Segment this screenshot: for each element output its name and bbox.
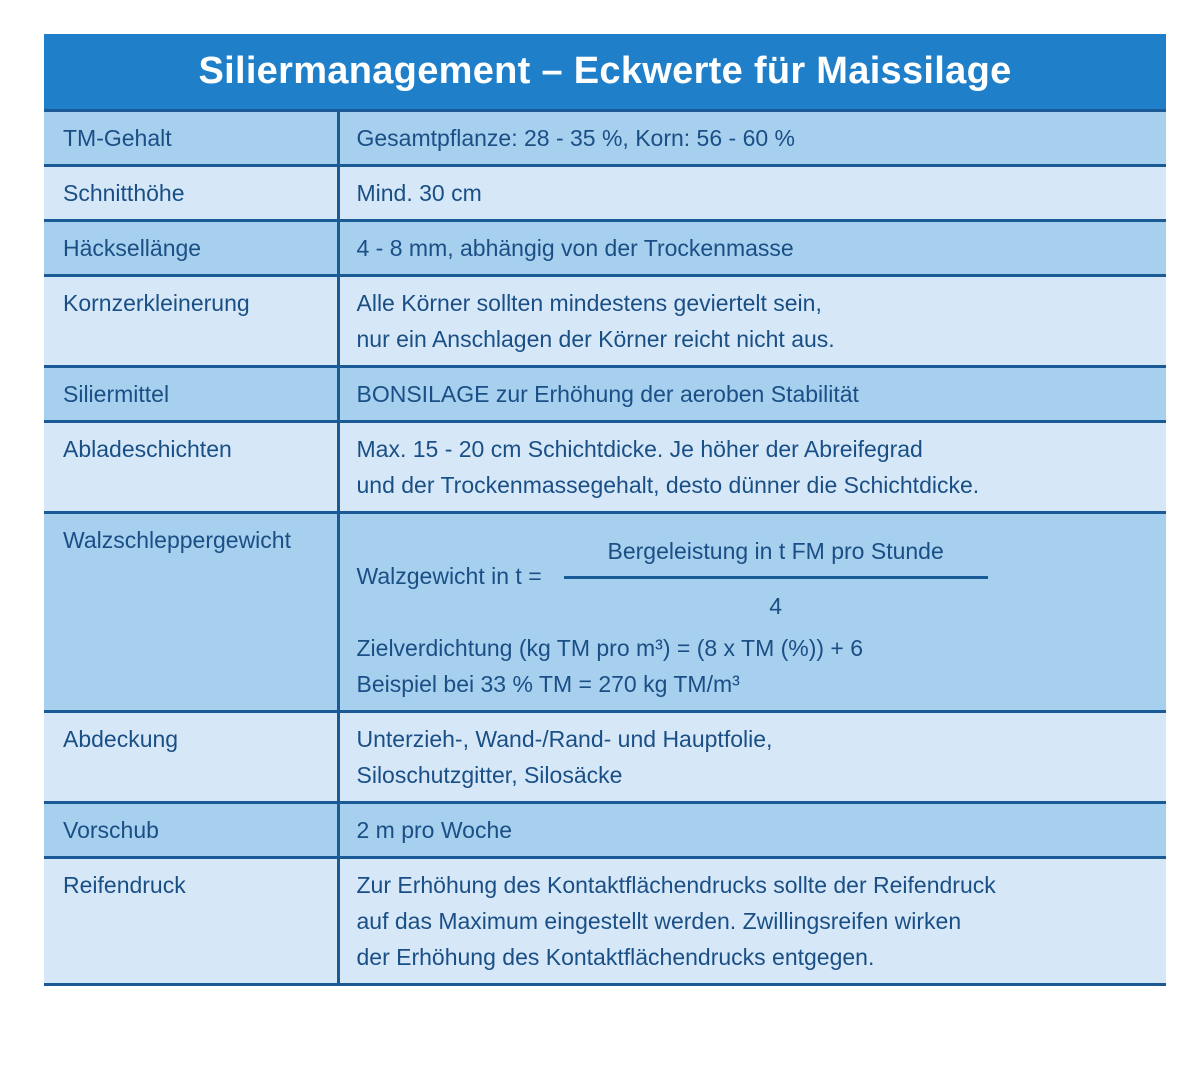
row-label: Abdeckung (44, 712, 338, 803)
table-row (44, 111, 1166, 166)
formula-denominator: 4 (769, 592, 783, 619)
value-line: Siloschutzgitter, Silosäcke (356, 762, 623, 788)
value-line: 2 m pro Woche (356, 817, 513, 843)
formula-numerator: Bergeleistung in t FM pro Stunde (607, 537, 944, 564)
table-row (44, 276, 1166, 367)
table-row (44, 422, 1166, 513)
row-value (338, 111, 1166, 166)
silage-table-card (44, 34, 1166, 986)
value-line: Gesamtpflanze: 28 - 35 %, Korn: 56 - 60 % (356, 125, 796, 151)
table-row (44, 803, 1166, 858)
value-line: nur ein Anschlagen der Körner reicht nicht aus. (356, 326, 835, 352)
row-label: Walzschleppergewicht (44, 513, 338, 712)
formula-fraction (564, 536, 988, 621)
row-value (338, 166, 1166, 221)
row-label: Vorschub (44, 803, 338, 858)
key-values-table (44, 109, 1166, 986)
weight-formula (357, 526, 1167, 630)
value-line: und der Trockenmassegehalt, desto dünner die Schichtdicke. (356, 472, 980, 498)
row-value (338, 276, 1166, 367)
table-row (44, 513, 1166, 712)
row-label: Kornzerkleinerung (44, 276, 338, 367)
row-value (338, 422, 1166, 513)
row-value (338, 858, 1166, 985)
value-line: auf das Maximum eingestellt werden. Zwillingsreifen wirken (356, 908, 962, 934)
row-label: TM-Gehalt (44, 111, 338, 166)
table-row (44, 221, 1166, 276)
row-value (338, 513, 1166, 712)
value-line: der Erhöhung des Kontaktflächendrucks entgegen. (356, 944, 875, 970)
row-value (338, 367, 1166, 422)
value-line: Unterzieh-, Wand-/Rand- und Hauptfolie, (356, 726, 773, 752)
table-title: Siliermanagement – Eckwerte für Maissilage (44, 34, 1166, 109)
table-row (44, 858, 1166, 985)
row-label: Reifendruck (44, 858, 338, 985)
row-label: Schnitthöhe (44, 166, 338, 221)
value-line: BONSILAGE zur Erhöhung der aeroben Stabilität (356, 381, 859, 407)
table-row (44, 166, 1166, 221)
row-value (338, 803, 1166, 858)
value-line: Zielverdichtung (kg TM pro m³) = (8 x TM (%)) + 6 (356, 635, 864, 661)
row-label: Häcksellänge (44, 221, 338, 276)
value-line: Mind. 30 cm (356, 180, 482, 206)
table-row (44, 367, 1166, 422)
value-line: Max. 15 - 20 cm Schichtdicke. Je höher der Abreifegrad (356, 436, 923, 462)
row-value (338, 712, 1166, 803)
formula-lhs: Walzgewicht in t = (356, 563, 542, 589)
row-label: Siliermittel (44, 367, 338, 422)
value-line: Beispiel bei 33 % TM = 270 kg TM/m³ (356, 671, 740, 697)
row-value (338, 221, 1166, 276)
row-label: Abladeschichten (44, 422, 338, 513)
value-line: Zur Erhöhung des Kontaktflächendrucks sollte der Reifendruck (356, 872, 996, 898)
table-row (44, 712, 1166, 803)
value-line: 4 - 8 mm, abhängig von der Trockenmasse (356, 235, 794, 261)
value-line: Alle Körner sollten mindestens geviertelt sein, (356, 290, 822, 316)
